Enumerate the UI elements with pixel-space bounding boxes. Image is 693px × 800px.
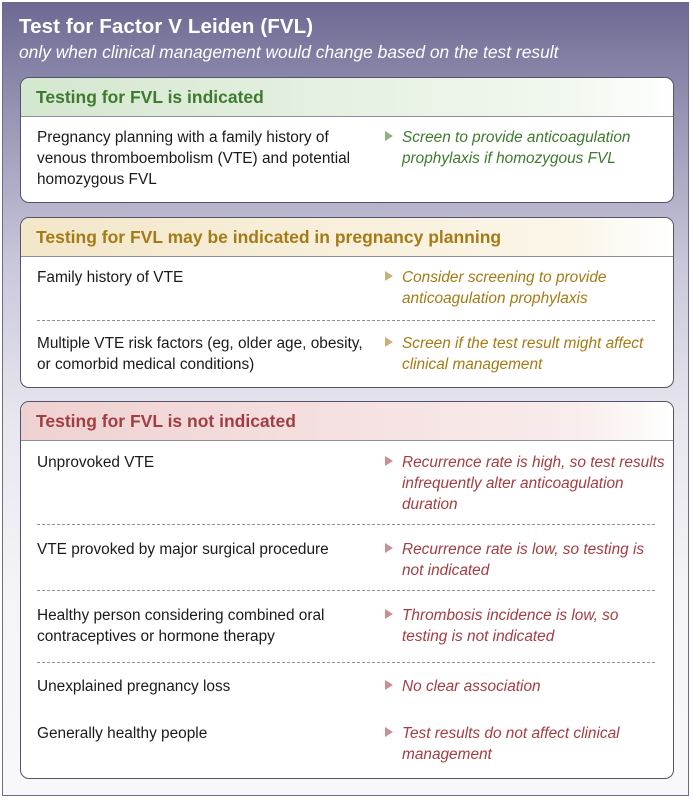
recommendation-text: Test results do not affect clinical management — [402, 725, 620, 763]
recommendation — [385, 605, 665, 647]
recommendation-text: No clear association — [402, 678, 541, 695]
page-title: Test for Factor V Leiden (FVL) — [19, 15, 314, 38]
recommendation-text: Recurrence rate is low, so testing is not indicated — [402, 541, 645, 579]
list-item — [37, 709, 655, 779]
situation-text: Multiple VTE risk factors (eg, older age, obesity, or comorbid medical conditions) — [37, 335, 363, 373]
list-item — [37, 321, 655, 387]
section-heading: Testing for FVL may be indicated in pregnancy planning — [21, 218, 673, 257]
list-item — [37, 591, 655, 663]
triangle-bullet-icon — [385, 337, 393, 347]
list-item — [37, 257, 655, 321]
recommendation-text: Thrombosis incidence is low, so testing is not indicated — [402, 607, 619, 645]
header — [19, 15, 678, 63]
section-heading: Testing for FVL is indicated — [21, 78, 673, 117]
page-subtitle: only when clinical management would change based on the test result — [19, 42, 559, 62]
recommendation — [385, 539, 665, 581]
situation-text: Healthy person considering combined oral contraceptives or hormone therapy — [37, 607, 325, 645]
triangle-bullet-icon — [385, 609, 393, 619]
list-item — [37, 663, 655, 709]
recommendation — [385, 267, 665, 309]
situation-text: VTE provoked by major surgical procedure — [37, 541, 329, 558]
situation-text: Unprovoked VTE — [37, 454, 155, 471]
list-item — [37, 441, 665, 525]
situation-text: Family history of VTE — [37, 269, 184, 286]
recommendation — [385, 452, 665, 515]
list-item — [37, 117, 655, 203]
recommendation — [385, 333, 665, 375]
section-indicated — [20, 77, 674, 203]
recommendation-text: Consider screening to provide anticoagulation prophylaxis — [402, 269, 607, 307]
recommendation-text: Screen to provide anticoagulation prophylaxis if homozygous FVL — [402, 129, 631, 167]
situation-text: Pregnancy planning with a family history of venous thromboembolism (VTE) and potential homozygous FVL — [37, 129, 351, 188]
recommendation-text: Screen if the test result might affect clinical management — [402, 335, 644, 373]
triangle-bullet-icon — [385, 727, 393, 737]
triangle-bullet-icon — [385, 271, 393, 281]
recommendation — [385, 127, 665, 169]
triangle-bullet-icon — [385, 131, 393, 141]
triangle-bullet-icon — [385, 543, 393, 553]
situation-text: Unexplained pregnancy loss — [37, 678, 231, 695]
section-may-be-indicated — [20, 217, 674, 388]
section-not-indicated — [20, 401, 674, 779]
section-heading: Testing for FVL is not indicated — [21, 402, 673, 441]
recommendation — [385, 676, 665, 697]
figure-panel — [2, 2, 689, 796]
situation-text: Generally healthy people — [37, 725, 208, 742]
triangle-bullet-icon — [385, 456, 393, 466]
recommendation-text: Recurrence rate is high, so test results infrequently alter anticoagulation duration — [402, 454, 665, 513]
recommendation — [385, 723, 665, 765]
triangle-bullet-icon — [385, 680, 393, 690]
list-item — [37, 525, 655, 591]
